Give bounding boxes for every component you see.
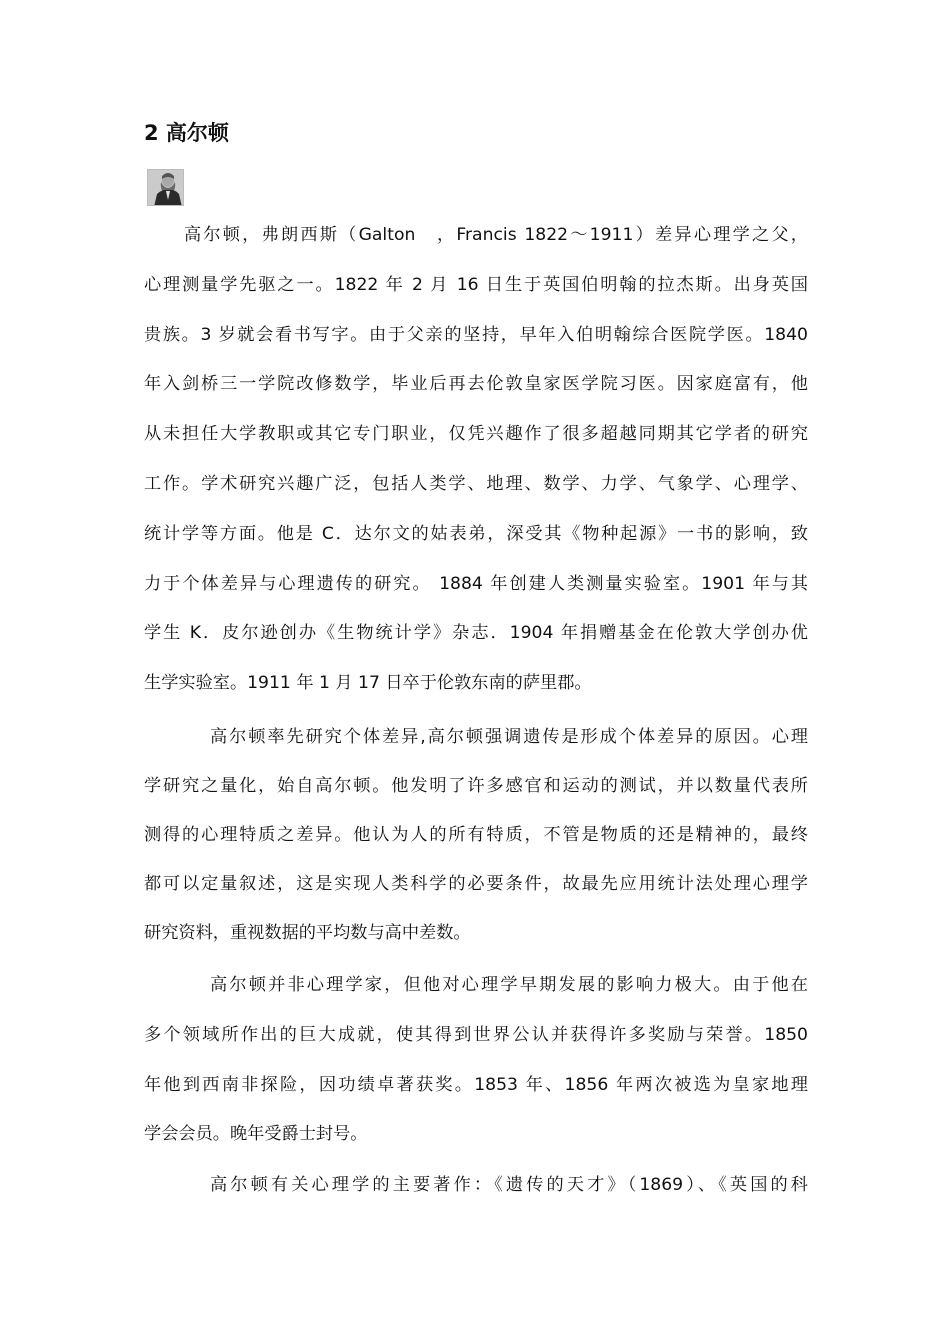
- paragraph-1-line: 生学实验室。1911 年 1 月 17 日卒于伦敦东南的萨里郡。: [144, 673, 592, 694]
- paragraph-3-line: 年他到西南非探险，因功绩卓著获奖。1853 年、1856 年两次被选为皇家地理: [144, 1074, 808, 1095]
- paragraph-2-line: 研究资料，重视数据的平均数与高中差数。: [144, 923, 471, 943]
- paragraph-2-line: 测得的心理特质之差异。他认为人的所有特质，不管是物质的还是精神的，最终: [144, 825, 808, 845]
- paragraph-3: [144, 961, 808, 1160]
- section-heading: 2 高尔顿: [144, 121, 229, 145]
- paragraph-2-line: 学研究之量化，始自高尔顿。他发明了许多感官和运动的测试，并以数量代表所: [144, 776, 808, 796]
- paragraph-4-line: 高尔顿有关心理学的主要著作：《遗传的天才》（1869）、《英国的科: [210, 1175, 808, 1195]
- paragraph-1-line: 高尔顿，弗朗西斯（Galton ，Francis 1822～1911）差异心理学之父，: [184, 225, 808, 245]
- paragraph-1-line: 工作。学术研究兴趣广泛，包括人类学、地理、数学、力学、气象学、心理学、: [144, 473, 808, 494]
- paragraph-1-line: 贵族。3 岁就会看书写字。由于父亲的坚持，早年入伯明翰综合医院学医。1840: [144, 324, 808, 345]
- paragraph-2-line: 都可以定量叙述，这是实现人类科学的必要条件，故最先应用统计法处理心理学: [144, 874, 808, 894]
- paragraph-1-line: 心理测量学先驱之一。1822 年 2 月 16 日生于英国伯明翰的拉杰斯。出身英国: [144, 274, 808, 295]
- paragraph-3-line: 多个领域所作出的巨大成就，使其得到世界公认并获得许多奖励与荣誉。1850: [144, 1024, 808, 1045]
- paragraph-1-line: 年入剑桥三一学院改修数学，毕业后再去伦敦皇家医学院习医。因家庭富有，他: [144, 374, 808, 395]
- paragraph-1-line: 力于个体差异与心理遗传的研究。 1884 年创建人类测量实验室。1901 年与其: [144, 573, 808, 594]
- paragraph-3-line: 高尔顿并非心理学家，但他对心理学早期发展的影响力极大。由于他在: [210, 975, 808, 995]
- paragraph-3-line: 学会会员。晚年受爵士封号。: [144, 1124, 368, 1145]
- paragraph-1-line: 从未担任大学教职或其它专门职业，仅凭兴趣作了很多超越同期其它学者的研究: [144, 424, 808, 445]
- portrait-photo-graphic: [148, 170, 184, 206]
- paragraph-1: [144, 211, 808, 709]
- portrait-photo-icon: [147, 169, 184, 206]
- paragraph-1-line: 学生 K．皮尔逊创办《生物统计学》杂志．1904 年捐赠基金在伦敦大学创办优: [144, 623, 808, 644]
- paragraph-1-line: 统计学等方面。他是 C．达尔文的姑表弟，深受其《物种起源》一书的影响，致: [144, 523, 808, 544]
- paragraph-2: [144, 713, 808, 958]
- paragraph-4: [144, 1161, 808, 1211]
- paragraph-2-line: 高尔顿率先研究个体差异,高尔顿强调遗传是形成个体差异的原因。心理: [210, 727, 808, 747]
